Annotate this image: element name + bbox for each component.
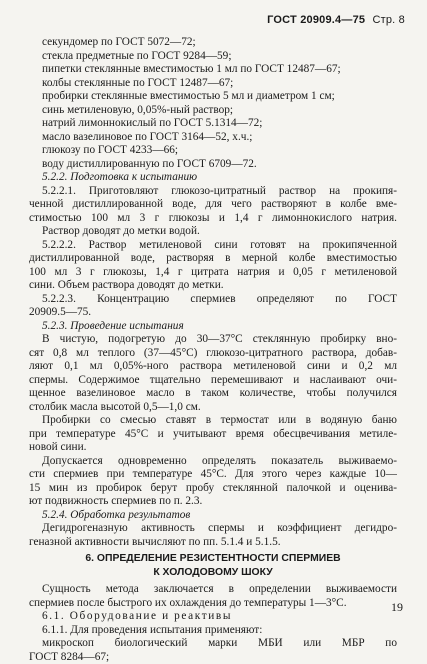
list-item: натрий лимоннокислый по ГОСТ 5.1314—72; <box>29 117 397 131</box>
paragraph-line: Сущность метода заключается в определении выживаемости <box>29 583 397 597</box>
paragraph-line: ченной дистиллированной воде, для чего растворяют в колбе вме- <box>29 198 397 212</box>
paragraph-line: 20909.5—75. <box>29 306 397 320</box>
paragraph-line: Раствор доводят до метки водой. <box>29 225 397 239</box>
subsection-heading: 5.2.4. Обработка результатов <box>29 509 397 523</box>
list-item: секундомер по ГОСТ 5072—72; <box>29 36 397 50</box>
paragraph-line: дистиллированной воде, растворяя в мерной колбе вместимостью <box>29 252 397 266</box>
paragraph-line: ляют 0,1 мл 0,05%-ного раствора метиленовой сини и 0,2 мл <box>29 360 397 374</box>
paragraph-line: 15 мин из пробирок берут пробу стеклянной палочкой и оценива- <box>29 482 397 496</box>
paragraph-line: спермы. Содержимое тщательно перемешивают и наслаивают очи- <box>29 374 397 388</box>
paragraph-line: Пробирки со смесью ставят в термостат или в водяную баню <box>29 414 397 428</box>
paragraph-line: 6.1.1. Для проведения испытания применяют: <box>29 624 397 638</box>
list-item: глюкозу по ГОСТ 4233—66; <box>29 144 397 158</box>
list-item: пипетки стеклянные вместимостью 1 мл по ГОСТ 12487—67; <box>29 63 397 77</box>
subsection-heading: 6.1. Оборудование и реактивы <box>29 610 397 624</box>
heading-text: 5.2.2. Подготовка к испытанию <box>42 171 197 183</box>
section-title: К ХОЛОДОВОМУ ШОКУ <box>29 566 397 580</box>
list-item: микроскоп биологический марки МБИ или МБР по <box>29 637 397 651</box>
paragraph-line: спермиев после быстрого их охлаждения до температуры 1—3°С. <box>29 597 397 611</box>
standard-number: ГОСТ 20909.4—75 <box>267 14 365 26</box>
paragraph-line: сти спермиев при температуре 45°С. Для этого через каждые 10— <box>29 468 397 482</box>
subsection-heading <box>29 171 397 185</box>
document-body <box>29 36 397 664</box>
paragraph-line: столбик масла высотой 0,5—1,0 см. <box>29 401 397 415</box>
list-item: воду дистиллированную по ГОСТ 6709—72. <box>29 158 397 172</box>
paragraph-line: Допускается одновременно определять показатель выживаемо- <box>29 455 397 469</box>
paragraph-line: 5.2.2.1. Приготовляют глюкозо-цитратный раствор на прокипя- <box>29 185 397 199</box>
paragraph-line: стимостью 100 мл 3 г глюкозы и 1,4 г лимоннокислого натрия. <box>29 212 397 226</box>
list-item: колбы стеклянные по ГОСТ 12487—67; <box>29 77 397 91</box>
list-item: синь метиленовую, 0,05%-ный раствор; <box>29 104 397 118</box>
paragraph-line: 5.2.2.3. Концентрацию спермиев определяют по ГОСТ <box>29 293 397 307</box>
paragraph-line: геназной активности вычисляют по пп. 5.1.4 и 5.1.5. <box>29 536 397 550</box>
paragraph-line: Дегидрогеназную активность спермы и коэффициент дегидро- <box>29 522 397 536</box>
page-label: Стр. 8 <box>372 14 405 26</box>
paragraph-line: В чистую, подогретую до 30—37°С стеклянную пробирку вно- <box>29 333 397 347</box>
running-header <box>267 14 405 26</box>
paragraph-line: при температуре 45°С и учитывают время обесцвечивания метиле- <box>29 428 397 442</box>
section-title: 6. ОПРЕДЕЛЕНИЕ РЕЗИСТЕНТНОСТИ СПЕРМИЕВ <box>29 552 397 566</box>
page-number: 19 <box>391 600 403 615</box>
paragraph-line: щенное вазелиновое масло в таком количестве, чтобы получился <box>29 387 397 401</box>
list-item: ГОСТ 8284—67; <box>29 651 397 664</box>
paragraph-line: новой сини. <box>29 441 397 455</box>
subsection-heading: 5.2.3. Проведение испытания <box>29 320 397 334</box>
paragraph-line: ют подвижность спермиев по п. 2.3. <box>29 495 397 509</box>
paragraph-line: сини. Объем раствора доводят до метки. <box>29 279 397 293</box>
list-item: стекла предметные по ГОСТ 9284—59; <box>29 50 397 64</box>
paragraph-line: 5.2.2.2. Раствор метиленовой сини готовят на прокипяченной <box>29 239 397 253</box>
list-item: масло вазелиновое по ГОСТ 3164—52, х.ч.; <box>29 131 397 145</box>
list-item: пробирки стеклянные вместимостью 5 мл и диаметром 1 см; <box>29 90 397 104</box>
paragraph-line: 100 мл 3 г глюкозы, 1,4 г цитрата натрия и 0,05 г метиленовой <box>29 266 397 280</box>
paragraph-line: сят 0,8 мл теплого (37—45°С) глюкозо-цитратного раствора, добав- <box>29 347 397 361</box>
